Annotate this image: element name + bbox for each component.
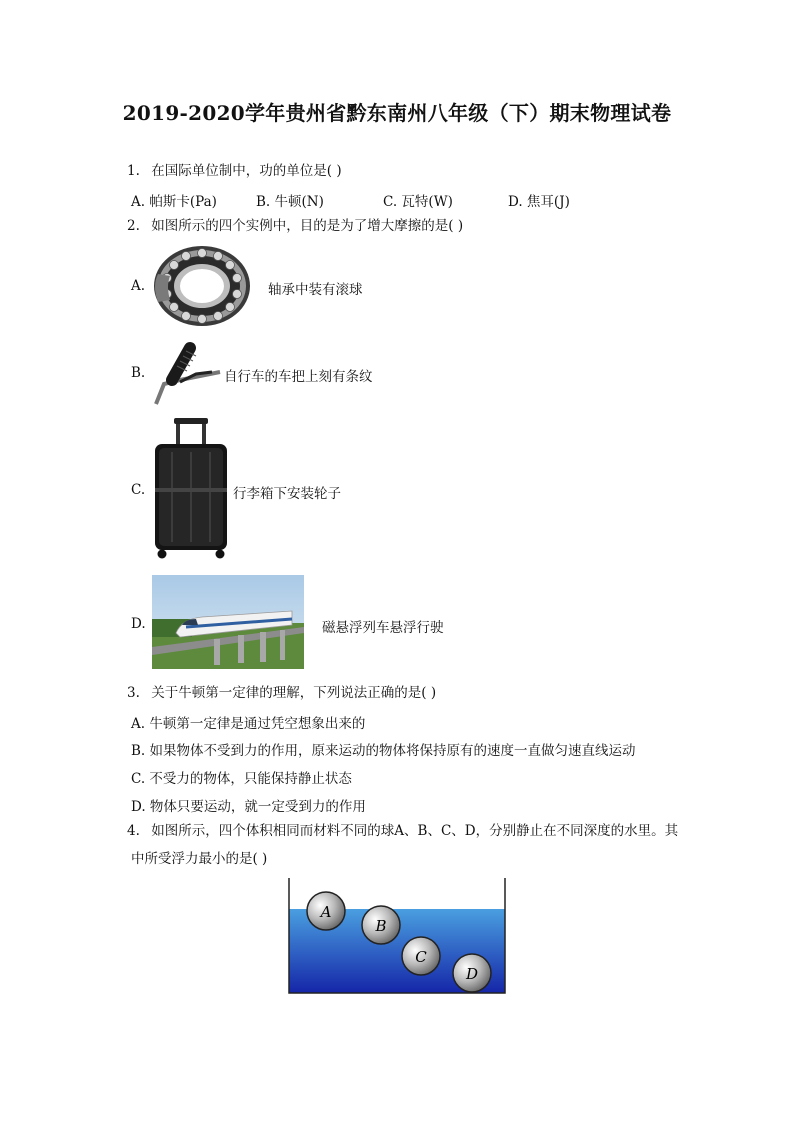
- question-number: 3.: [127, 685, 140, 701]
- option-a: A. 帕斯卡(Pa): [131, 194, 217, 210]
- option-b: B. 牛顿(N): [256, 194, 324, 210]
- option-c-letter: C.: [131, 482, 146, 498]
- question-stem: 如图所示的四个实例中，目的是为了增大摩擦的是( ): [151, 218, 464, 234]
- option-c: C. 瓦特(W): [383, 194, 453, 210]
- option-d: D. 焦耳(J): [508, 194, 570, 210]
- option-b-caption: 自行车的车把上刻有条纹: [224, 369, 373, 385]
- question-2: [127, 217, 463, 235]
- question-1-options: [0, 190, 794, 208]
- question-number: 4.: [127, 823, 140, 839]
- ball-a: [307, 892, 345, 930]
- option-a: A. 牛顿第一定律是通过凭空想象出来的: [131, 716, 366, 732]
- question-number: 2.: [127, 218, 140, 234]
- option-d-caption: 磁悬浮列车悬浮行驶: [322, 620, 444, 636]
- question-3: [127, 684, 436, 702]
- ball-d: [453, 954, 491, 992]
- ball-c: [402, 937, 440, 975]
- option-a-caption: 轴承中装有滚球: [268, 282, 363, 298]
- maglev-train-photo: [152, 575, 304, 669]
- question-number: 1.: [127, 163, 140, 179]
- question-4-line2: 中所受浮力最小的是( ): [131, 851, 268, 867]
- suitcase-photo: [152, 418, 230, 560]
- option-b-letter: B.: [131, 365, 146, 381]
- bicycle-handlebar-photo: [150, 340, 224, 406]
- question-1: [127, 162, 342, 180]
- question-stem-line1: 如图所示，四个体积相同而材料不同的球A、B、C、D，分别静止在不同深度的水里。其: [151, 823, 679, 839]
- ball-d-label: D: [465, 965, 479, 983]
- ball-bearing-photo: [150, 244, 254, 328]
- ball-b-label: B: [375, 917, 387, 935]
- ball-a-label: A: [320, 903, 332, 921]
- option-d-letter: D.: [131, 616, 146, 632]
- page-title: 2019-2020学年贵州省黔东南州八年级（下）期末物理试卷: [122, 101, 672, 125]
- option-c: C. 不受力的物体，只能保持静止状态: [131, 771, 352, 787]
- ball-c-label: C: [415, 948, 427, 966]
- question-stem: 在国际单位制中，功的单位是( ): [151, 163, 342, 179]
- ball-b: [362, 906, 400, 944]
- option-c-caption: 行李箱下安装轮子: [233, 486, 341, 502]
- option-a-letter: A.: [131, 278, 146, 294]
- option-d: D. 物体只要运动，就一定受到力的作用: [131, 799, 366, 815]
- water-tank-diagram: [287, 878, 507, 996]
- question-stem: 关于牛顿第一定律的理解，下列说法正确的是( ): [151, 685, 437, 701]
- option-b: B. 如果物体不受到力的作用，原来运动的物体将保持原有的速度一直做匀速直线运动: [131, 743, 636, 759]
- question-4: [127, 822, 678, 840]
